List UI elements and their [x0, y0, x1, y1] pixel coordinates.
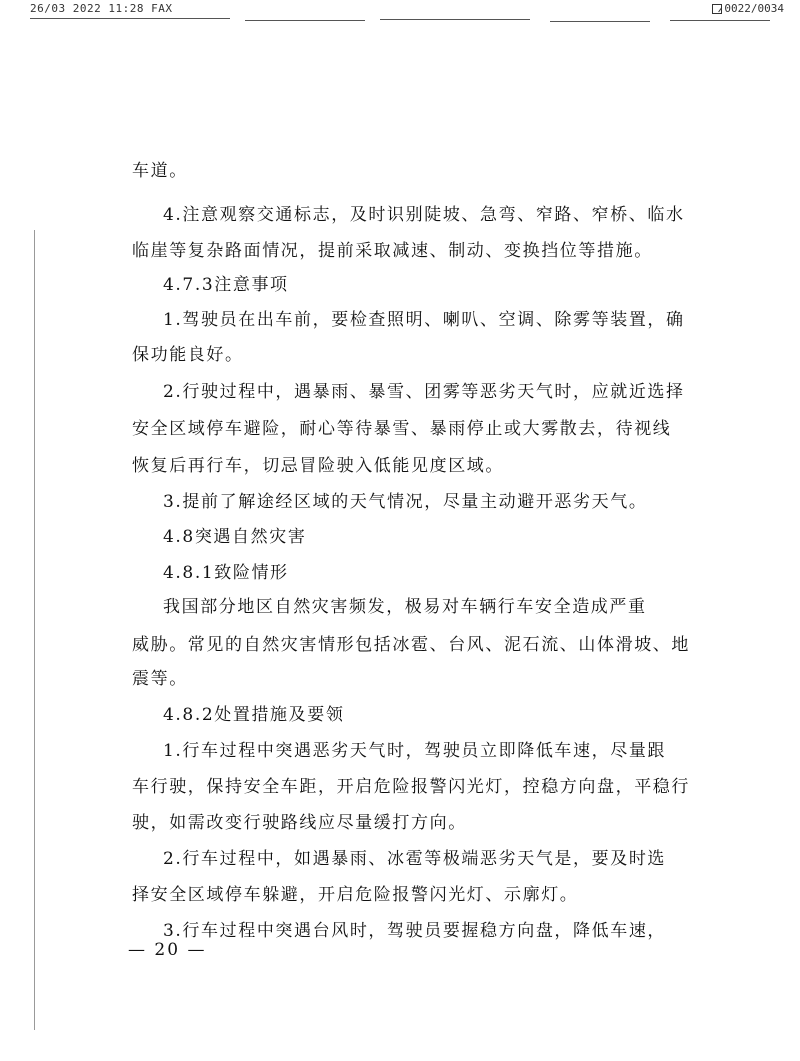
text-line: 择安全区域停车躲避，开启危险报警闪光灯、示廓灯。 — [132, 885, 579, 905]
paragraph-line: 4.注意观察交通标志，及时识别陡坡、急弯、窄路、窄桥、临水 — [163, 205, 685, 225]
text-line: 驶，如需改变行驶路线应尽量缓打方向。 — [132, 813, 467, 833]
paragraph-line: 1.行车过程中突遇恶劣天气时，驾驶员立即降低车速，尽量跟 — [163, 741, 667, 761]
section-heading: 4.8突遇自然灾害 — [163, 527, 307, 547]
text-line: 临崖等复杂路面情况，提前采取减速、制动、变换挡位等措施。 — [132, 241, 653, 261]
page-number: — 20 — — [128, 940, 207, 960]
subsection-heading: 4.8.2处置措施及要领 — [163, 705, 345, 725]
text-line: 震等。 — [132, 669, 188, 689]
text-line: 威胁。常见的自然灾害情形包括冰雹、台风、泥石流、山体滑坡、地 — [132, 635, 690, 655]
paragraph-line: 2.行驶过程中，遇暴雨、暴雪、团雾等恶劣天气时，应就近选择 — [163, 382, 685, 402]
paragraph-line: 3.行车过程中突遇台风时，驾驶员要握稳方向盘，降低车速， — [163, 921, 667, 941]
paragraph-line: 1.驾驶员在出车前，要检查照明、喇叭、空调、除雾等装置，确 — [163, 310, 685, 330]
subsection-heading: 4.8.1致险情形 — [163, 563, 289, 583]
text-line: 安全区域停车避险，耐心等待暴雪、暴雨停止或大雾散去，待视线 — [132, 419, 672, 439]
section-heading: 4.7.3注意事项 — [163, 275, 289, 295]
text-line: 恢复后再行车，切忌冒险驶入低能见度区域。 — [132, 456, 504, 476]
paragraph-line: 2.行车过程中，如遇暴雨、冰雹等极端恶劣天气是，要及时选 — [163, 849, 667, 869]
fax-timestamp: 26/03 2022 11:28 FAX — [30, 2, 173, 15]
paragraph-line: 我国部分地区自然灾害频发，极易对车辆行车安全造成严重 — [163, 597, 647, 617]
text-line: 车行驶，保持安全车距，开启危险报警闪光灯，控稳方向盘，平稳行 — [132, 777, 690, 797]
text-line: 车道。 — [132, 161, 188, 181]
paragraph-line: 3.提前了解途经区域的天气情况，尽量主动避开恶劣天气。 — [163, 492, 648, 512]
text-line: 保功能良好。 — [132, 345, 244, 365]
fax-page-counter-text: 0022/0034 — [724, 2, 784, 15]
